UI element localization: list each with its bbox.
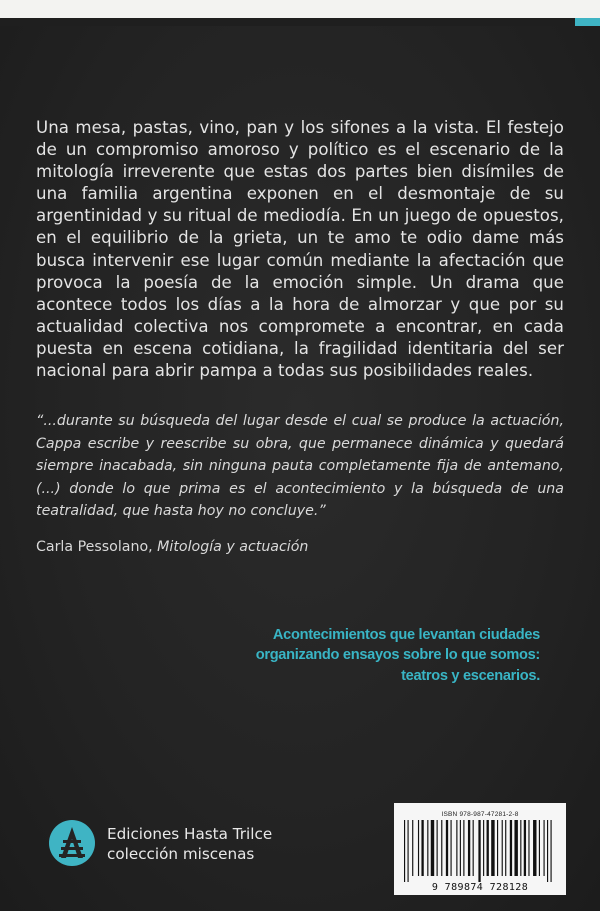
barcode-bar xyxy=(412,820,413,876)
barcode-bar xyxy=(514,820,517,876)
barcode-bar xyxy=(451,820,452,876)
barcode-bar xyxy=(468,820,470,876)
barcode-bars xyxy=(404,820,556,882)
series-tagline xyxy=(240,625,540,686)
barcode-bar xyxy=(437,820,438,876)
barcode-bar xyxy=(478,820,480,882)
review-quote: “...durante su búsqueda del lugar desde el cual se produce la actuación, Cappa escribe y reescribe su obra, que permanece dinámica y quedará siempre inacabada, sin ninguna pauta completamente fija de antemano, (...) donde lo que prima es el acontecimiento y la búsqueda de una teatralidad, que hasta hoy no concluye.” xyxy=(36,413,564,519)
publisher-collection: colección miscenas xyxy=(107,845,255,863)
publisher-block xyxy=(107,824,272,864)
barcode-bar xyxy=(473,820,474,876)
barcode-bar xyxy=(502,820,503,876)
isbn-label: ISBN 978-987-47281-2-8 xyxy=(441,811,519,818)
barcode-bar xyxy=(524,820,526,876)
quote-attribution xyxy=(36,537,308,557)
barcode-bar xyxy=(520,820,521,876)
barcode-bar xyxy=(446,820,448,876)
barcode-bar xyxy=(510,820,512,876)
publisher-logo-icon xyxy=(48,819,96,867)
barcode-bar xyxy=(404,820,405,882)
barcode-bar xyxy=(431,820,434,876)
barcode-bar xyxy=(539,820,540,876)
barcode-bar xyxy=(456,820,457,876)
barcode-bar xyxy=(497,820,498,876)
barcode-bar xyxy=(487,820,489,876)
barcode-bar xyxy=(427,820,428,876)
barcode-bar xyxy=(533,820,536,876)
tagline-line-3: teatros y escenarios. xyxy=(401,667,540,684)
barcode-bar xyxy=(547,820,548,882)
barcode-bar xyxy=(460,820,461,876)
barcode-bar xyxy=(418,820,419,876)
barcode-bar xyxy=(441,820,442,876)
accent-stripe xyxy=(0,18,600,26)
barcode xyxy=(394,803,566,895)
barcode-bar xyxy=(505,820,506,876)
barcode-bar xyxy=(483,820,484,876)
barcode-bar xyxy=(528,820,529,876)
publisher-name: Ediciones Hasta Trilce xyxy=(107,825,273,843)
tagline-line-1: Acontecimientos que levantan ciudades xyxy=(272,627,540,643)
barcode-bar xyxy=(544,820,545,876)
barcode-bar xyxy=(551,820,552,882)
tagline-line-2: organizando ensayos sobre lo que somos: xyxy=(255,647,540,664)
blurb-paragraph: Una mesa, pastas, vino, pan y los sifones a la vista. El festejo de un compromiso amoroso y político es el escenario de la mitología irreverente que estas dos partes bien disímiles de una familia argentina exponen en el desmontaje de su argentinidad y su ritual de mediodía. En un juego de opuestos, en el equilibrio de la grieta, un te amo te odio dame más busca intervenir ese lugar común mediante la afectación que provoca la poesía de la emoción simple. Un drama que acontece todos los días a la hora de almorzar y que por su actualidad colectiva nos compromete a encontrar, en cada puesta en escena cotidiana, la fragilidad identitaria del ser nacional para abrir pampa a todas sus posibilidades reales. xyxy=(36,118,564,381)
barcode-digits: 9 789874 728128 xyxy=(431,882,529,893)
barcode-bar xyxy=(463,820,464,876)
barcode-bar xyxy=(408,820,409,882)
attribution-work: Mitología y actuación xyxy=(157,539,309,555)
barcode-bar xyxy=(491,820,494,876)
attribution-author: Carla Pessolano, xyxy=(36,539,153,555)
barcode-bar xyxy=(421,820,423,876)
